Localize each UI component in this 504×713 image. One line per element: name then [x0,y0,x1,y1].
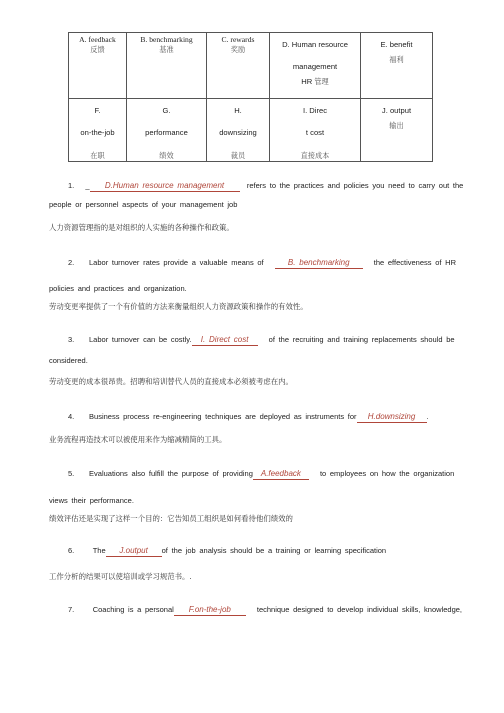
answer-blank: H.downsizing [357,413,427,423]
question-text: Labor turnover rates provide a valuable means of [89,258,264,267]
question-text: Evaluations also fulfill the purpose of providing [89,469,253,478]
term-en-line2: performance [145,128,188,138]
table-cell-i [270,99,361,162]
question-text-2: the effectiveness of HR [373,258,456,267]
question-text-2: of the job analysis should be a training or learning specification [161,546,387,555]
question-prefix: _ [85,181,90,190]
term-cn: 奖励 [230,45,246,55]
question-translation: 绩效评估还是实现了这样一个目的：它告知员工组织是如何看待他们绩效的 [49,514,293,523]
term-cn: 裁员 [230,150,246,160]
term-en: G. [162,106,171,115]
question-number: 4. [68,412,75,421]
question-number: 3. [68,335,75,344]
question-number: 6. [68,546,75,555]
table-cell-e [361,33,433,99]
term-cn: 基准 [159,45,174,55]
question-translation: 人力资源管理指的是对组织的人实施的各种操作和政策。 [49,223,234,232]
term-en: I. Direc [302,106,328,115]
term-cn: 在职 [90,150,105,160]
term-en: J. output [381,106,412,115]
question-translation: 业务流程再造技术可以被使用来作为缩减精简的工具。 [49,435,227,444]
term-en: D. Human resource [282,40,348,49]
term-cn: 管理 [314,76,329,86]
term-cn: 直接成本 [300,150,330,160]
question-text: Coaching is a personal [92,605,174,614]
question-translation: 工作分析的结果可以使培训或学习规范书。. [49,572,192,581]
table-cell-j [361,99,433,162]
term-en-line2: downsizing [219,128,257,138]
vocabulary-table [68,32,433,162]
question-2 [68,258,456,269]
answer-blank: F.on-the-job [174,606,246,616]
table-row [69,33,433,99]
question-text-2: of the recruiting and training replacements should be [268,335,455,344]
question-number: 1. [68,181,75,190]
table-cell-a [69,33,127,99]
question-5 [68,469,454,480]
answer-blank: A.feedback [253,470,309,480]
question-text: The [92,546,106,555]
question-4 [68,412,429,423]
question-continuation: considered. [49,356,88,365]
term-en-line3: HR [301,76,313,86]
term-en-line2: management [292,62,338,72]
term-en-line2: on-the-job [80,128,115,138]
question-text-2: technique designed to develop individual skills, knowledge, [256,605,463,614]
answer-blank: D.Human resource management [90,182,240,192]
question-continuation: policies and practices and organization. [49,284,187,293]
question-6 [68,546,386,557]
question-continuation: views their performance. [49,496,134,505]
term-en: C. rewards [221,35,255,44]
term-cn: 福利 [389,55,404,65]
question-text-2: . [426,412,429,421]
term-en-line2: t cost [305,128,325,138]
term-en: B. benchmarking [140,35,193,44]
answer-blank: B. benchmarking [275,259,363,269]
table-cell-d [270,33,361,99]
table-cell-f [69,99,127,162]
term-en: H. [234,106,242,115]
question-text: Business process re-engineering techniques are deployed as instruments for [89,412,357,421]
term-en: F. [94,106,101,115]
question-3 [68,335,455,346]
question-translation: 劳动变更率提供了一个有价值的方法来衡量组织人力资源政策和操作的有效性。 [49,302,308,311]
question-text: Labor turnover can be costly. [89,335,192,344]
question-1 [68,181,463,192]
question-number: 2. [68,258,75,267]
question-number: 7. [68,605,75,614]
answer-blank: I. Direct cost [192,336,258,346]
question-translation: 劳动变更的成本很昂贵。招聘和培训替代人员的直接成本必须被考虑在内。 [49,377,293,386]
question-continuation: people or personnel aspects of your management job [49,200,238,209]
table-cell-b [127,33,207,99]
table-cell-h [207,99,270,162]
term-cn: 反馈 [90,45,105,55]
term-cn: 绩效 [159,150,174,160]
question-text-2: to employees on how the organization [319,469,455,478]
table-row [69,99,433,162]
term-en: A. feedback [79,35,116,44]
term-en: E. benefit [380,40,413,49]
table-cell-g [127,99,207,162]
question-7 [68,605,462,616]
question-text: refers to the practices and policies you need to carry out the [246,181,464,190]
answer-blank: J.output [106,547,162,557]
question-number: 5. [68,469,75,478]
term-cn: 输出 [389,121,404,131]
table-cell-c [207,33,270,99]
